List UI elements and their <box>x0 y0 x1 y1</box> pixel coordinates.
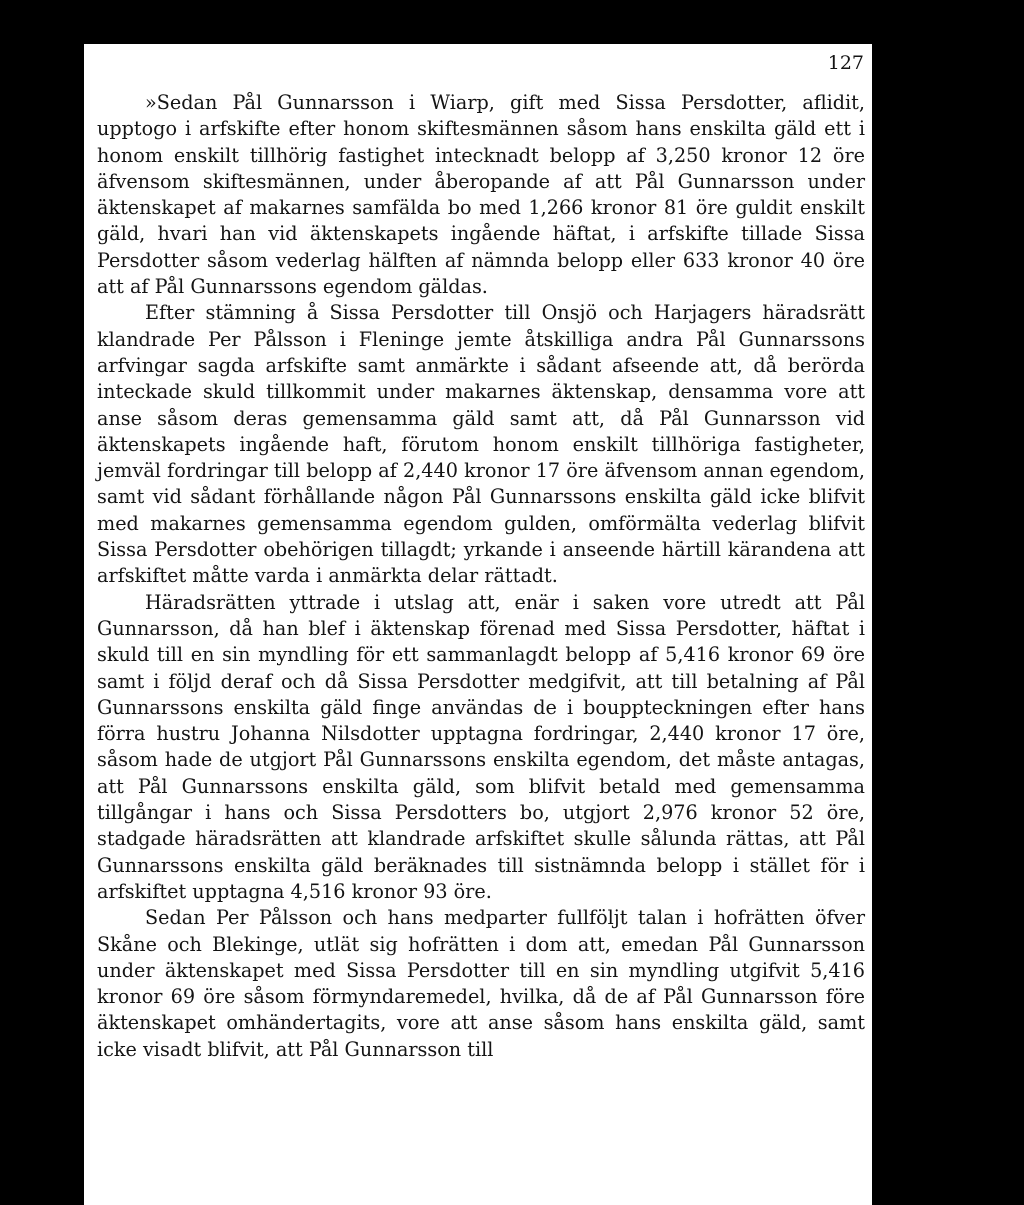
paragraph-1: »Sedan Pål Gunnarsson i Wiarp, gift med Sissa Persdotter, aflidit, upptogo i arfskifte efter honom skiftesmännen såsom hans enskilta gäld ett i honom enskilt tillhörig fastighet intecknadt belopp af 3,250 kronor 12 öre äfvensom skiftesmännen, under åberopande af att Pål Gunnarsson under äktenskapet af makarnes samfälda bo med 1,266 kronor 81 öre guldit enskilt gäld, hvari han vid äktenskapets ingående häftat, i arfskifte tillade Sissa Persdotter såsom vederlag hälften af nämnda belopp eller 633 kronor 40 öre att af Pål Gunnarssons egendom gäldas. <box>97 91 865 299</box>
paragraph-3: Häradsrätten yttrade i utslag att, enär i saken vore utredt att Pål Gunnarsson, då han blef i äktenskap förenad med Sissa Persdotter, häftat i skuld till en sin myndling för ett sammanlagdt belopp af 5,416 kronor 69 öre samt i följd deraf och då Sissa Persdotter medgifvit, att till betalning af Pål Gunnarssons enskilta gäld finge användas de i bouppteckningen efter hans förra hustru Johanna Nilsdotter upptagna fordringar, 2,440 kronor 17 öre, såsom hade de utgjort Pål Gunnarssons enskilta egendom, det måste antagas, att Pål Gunnarssons enskilta gäld, som blifvit betald med gemensamma tillgångar i hans och Sissa Persdotters bo, utgjort 2,976 kronor 52 öre, stadgade häradsrätten att klandrade arfskiftet skulle sålunda rättas, att Pål Gunnarssons enskilta gäld beräknades till sistnämnda belopp i stället för i arfskiftet upptagna 4,516 kronor 93 öre. <box>97 590 865 903</box>
paragraph-4: Sedan Per Pålsson och hans medparter fullföljt talan i hofrätten öfver Skåne och Blekinge, utlät sig hofrätten i dom att, emedan Pål Gunnarsson under äktenskapet med Sissa Persdotter till en sin myndling utgifvit 5,416 kronor 69 öre såsom förmyndaremedel, hvilka, då de af Pål Gunnarsson före äktenskapet omhändertagits, vore att anse såsom hans enskilta gäld, samt icke visadt blifvit, att Pål Gunnarsson till <box>97 906 865 1061</box>
page-number: 127 <box>827 52 864 74</box>
body-text <box>97 90 865 1063</box>
paragraph-2: Efter stämning å Sissa Persdotter till Onsjö och Harjagers häradsrätt klandrade Per Pålsson i Fleninge jemte åtskilliga andra Pål Gunnarssons arfvingar sagda arfskifte samt anmärkte i sådant afseende att, då berörda inteckade skuld tillkommit under makarnes äktenskap, densamma vore att anse såsom deras gemensamma gäld samt att, då Pål Gunnarsson vid äktenskapets ingående haft, förutom honom enskilt tillhöriga fastigheter, jemväl fordringar till belopp af 2,440 kronor 17 öre äfvensom annan egendom, samt vid sådant förhållande någon Pål Gunnarssons enskilta gäld icke blifvit med makarnes gemensamma egendom gulden, omförmälta vederlag blifvit Sissa Persdotter obehörigen tillagdt; yrkande i anseende härtill kärandena att arfskiftet måtte varda i anmärkta delar rättadt. <box>97 301 865 588</box>
document-page <box>84 44 872 1205</box>
